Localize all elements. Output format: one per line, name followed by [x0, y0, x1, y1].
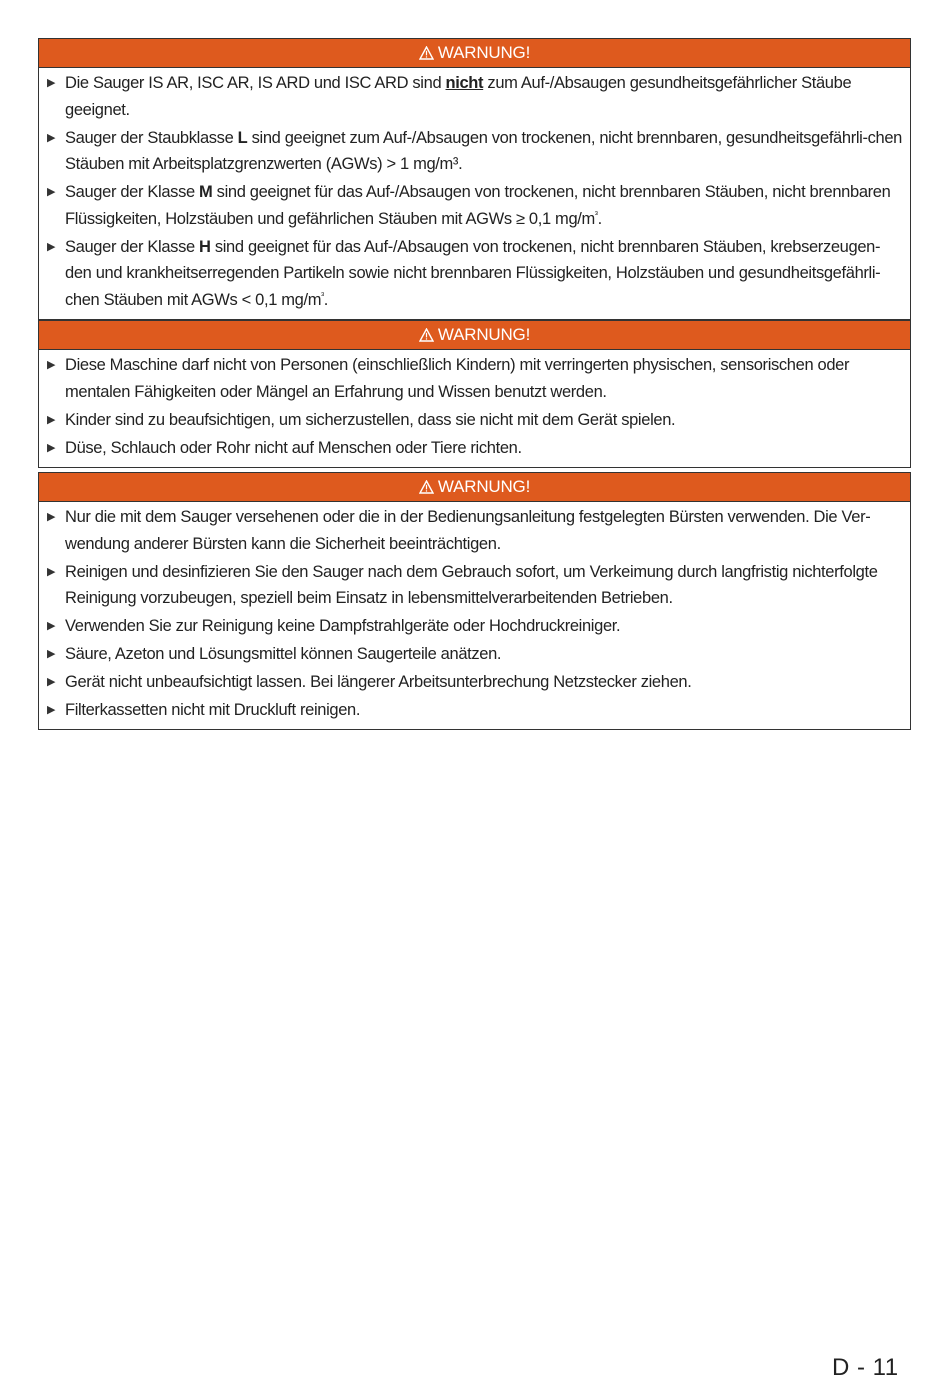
dust-class-label: H [199, 237, 211, 256]
list-item: ▶ Die Sauger IS AR, ISC AR, IS ARD und ISC ARD sind nicht zum Auf-/Absaugen gesundheitsgefährlicher Stäube geeignet. [65, 70, 902, 123]
list-item: ▶ Kinder sind zu beaufsichtigen, um sicherzustellen, dass sie nicht mit dem Gerät spielen. [65, 407, 902, 434]
list-item: ▶ Düse, Schlauch oder Rohr nicht auf Menschen oder Tiere richten. [65, 435, 902, 462]
warning-box-usage [38, 472, 911, 730]
list-item: ▶ Filterkassetten nicht mit Druckluft reinigen. [65, 697, 902, 724]
triangle-right-bullet-icon: ▶ [47, 511, 56, 523]
list-item: ▶ Säure, Azeton und Lösungsmittel können Saugerteile anätzen. [65, 641, 902, 668]
triangle-right-bullet-icon: ▶ [47, 704, 56, 716]
warning-header-label: WARNUNG! [437, 43, 531, 62]
triangle-right-bullet-icon: ▶ [47, 413, 56, 426]
warning-box-dust-classes [38, 38, 911, 320]
triangle-right-bullet-icon: ▶ [47, 441, 56, 454]
list-item: ▶ Reinigen und desinfizieren Sie den Sauger nach dem Gebrauch sofort, um Verkeimung durch langfristig nichterfolgte Reinigung vorzubeugen, speziell beim Einsatz in lebensmittelverarbeitenden Betrieben. [65, 559, 902, 612]
list-item: ▶ Sauger der Staubklasse L sind geeignet zum Auf-/Absaugen von trockenen, nicht brennbaren, gesundheitsgefährli-chen Stäuben mit Arbeitsplatzgrenzwerten (AGWs) > 1 mg/m³. [65, 125, 902, 178]
warning-triangle-icon [419, 41, 434, 69]
warning-header [39, 39, 910, 68]
triangle-right-bullet-icon: ▶ [47, 676, 56, 688]
list-item: ▶ Sauger der Klasse M sind geeignet für das Auf-/Absaugen von trockenen, nicht brennbaren Stäuben, nicht brennbaren Flüssigkeiten, Holzstäuben und gefährlichen Stäuben mit AGWs ≥ 0,1 $mg/m^{^3}$. [65, 179, 902, 232]
warning-header-label: WARNUNG! [437, 477, 531, 496]
warning-header [39, 473, 910, 502]
triangle-right-bullet-icon: ▶ [47, 77, 56, 89]
warning-box-persons [38, 320, 911, 468]
triangle-right-bullet-icon: ▶ [47, 648, 56, 660]
emphasis-nicht: nicht [445, 74, 484, 92]
triangle-right-bullet-icon: ▶ [47, 131, 56, 144]
list-item: ▶ Gerät nicht unbeaufsichtigt lassen. Bei längerer Arbeitsunterbrechung Netzstecker ziehen. [65, 669, 902, 696]
warning-header [39, 321, 910, 350]
dust-class-label: M [199, 183, 213, 201]
triangle-right-bullet-icon: ▶ [47, 186, 56, 198]
triangle-right-bullet-icon: ▶ [47, 620, 56, 632]
list-item: ▶ Sauger der Klasse H sind geeignet für das Auf-/Absaugen von trockenen, nicht brennbaren Stäuben, krebserzeugen-den und krankheitserregenden Partikeln sowie nicht brennbaren Flüssigkeiten, Holzstäuben und gesundheitsgefährli-chen Stäuben mit AGWs < 0,1 $mg/m^{^3}$. [65, 234, 902, 314]
page-number: D - 11 [832, 1354, 899, 1381]
dust-class-label: L [237, 128, 248, 147]
warning-triangle-icon [419, 475, 434, 503]
list-item: ▶ Nur die mit dem Sauger versehenen oder die in der Bedienungsanleitung festgelegten Bürsten verwenden. Die Ver-wendung anderer Bürsten kann die Sicherheit beeinträchtigen. [65, 504, 902, 557]
list-item: ▶ Diese Maschine darf nicht von Personen (einschließlich Kindern) mit verringerten physischen, sensorischen oder mentalen Fähigkeiten oder Mängel an Erfahrung und Wissen benutzt werden. [65, 352, 902, 405]
warning-triangle-icon [419, 323, 434, 351]
triangle-right-bullet-icon: ▶ [47, 359, 56, 371]
list-item: ▶ Verwenden Sie zur Reinigung keine Dampfstrahlgeräte oder Hochdruckreiniger. [65, 613, 902, 640]
triangle-right-bullet-icon: ▶ [47, 240, 56, 253]
triangle-right-bullet-icon: ▶ [47, 565, 56, 578]
warning-header-label: WARNUNG! [437, 325, 531, 344]
